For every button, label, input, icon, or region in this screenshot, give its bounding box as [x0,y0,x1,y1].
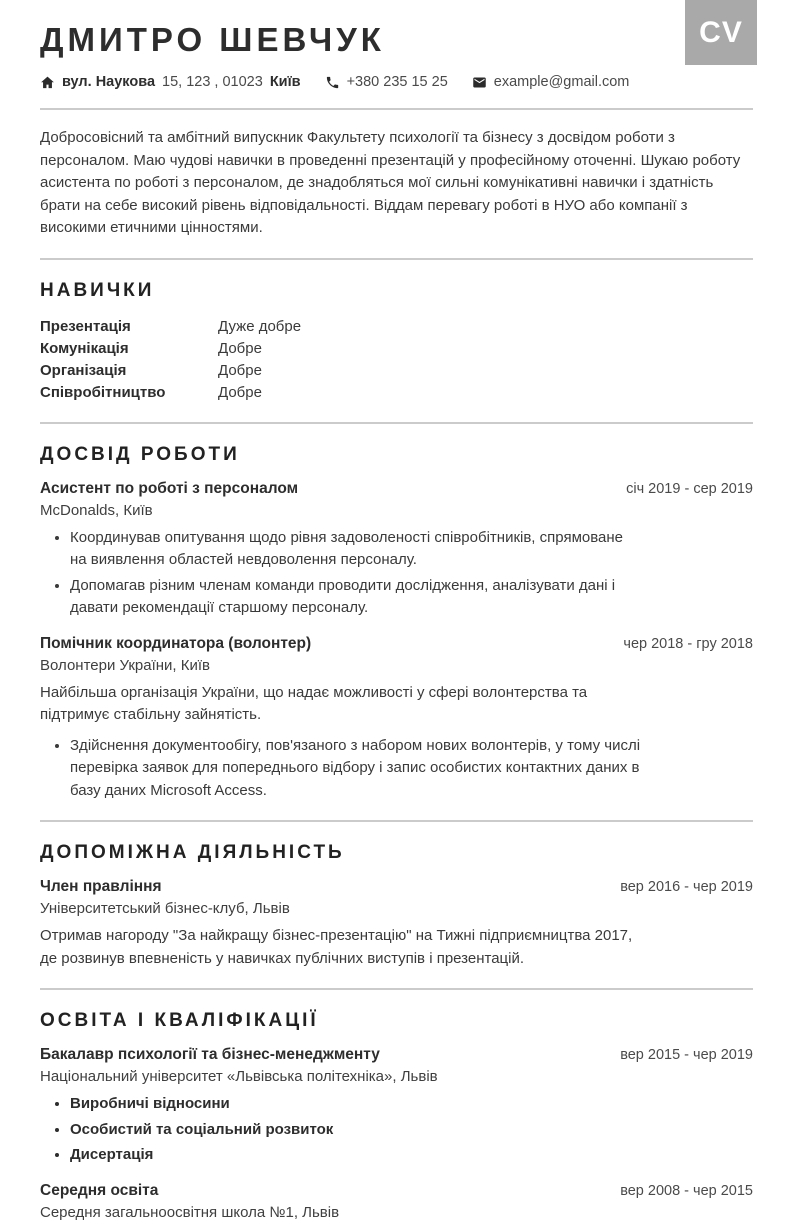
skill-row [40,382,753,404]
activity-role: Член правління [40,878,162,896]
cv-badge [685,0,757,65]
divider [40,820,753,822]
degree-title: Бакалавр психології та бізнес-менеджменту [40,1046,380,1064]
skill-row [40,316,753,338]
job-bullet-list [40,735,753,803]
job-bullet-list [40,527,753,620]
address-street: вул. Наукова [62,74,156,91]
email-address: example@gmail.com [493,74,630,91]
skill-level: Добре [218,339,262,357]
contact-row [40,74,753,90]
job-role: Асистент по роботі з персоналом [40,479,299,497]
job-description: Найбільша організація України, що надає можливості у сфері волонтерства та підтримує стабільну зайнятість. [40,683,588,724]
divider [40,988,753,990]
summary-paragraph: Добросовісний та амбітний випускник Факультету психології та бізнесу з досвідом роботи з персоналом. Маю чудові навички в проведенні презентацій у професійному оточенні. Шукаю роботу асистента по роботі з персоналом, де знадобляться мої сильні комунікативні навички і здатність брати на себе високий рівень відповідальності. Віддам перевагу роботі в НУО або компанії з високими етичними цінностями. [40,129,741,237]
divider [40,108,753,110]
entry-head [40,480,753,498]
job-bullet: • Координував опитування щодо рівня задоволеності співробітників, спрямоване на виявлення областей невдоволення персоналу. [70,527,642,572]
entry-head [40,878,753,896]
entry-head [40,1046,753,1064]
skill-level: Добре [218,361,262,379]
education-entry [40,1182,753,1221]
activity-org: Університетський бізнес-клуб, Львів [40,900,290,918]
job-org: McDonalds, Київ [40,501,153,519]
section-experience [40,444,753,803]
job-bullet: • Допомагав різним членам команди проводити дослідження, аналізувати дані і давати рекомендації старшому персоналу. [70,575,642,620]
degree-dates: вер 2008 - чер 2015 [620,1182,753,1199]
degree-dates: вер 2015 - чер 2019 [620,1047,753,1064]
job-bullet: • Здійснення документообігу, пов'язаного з набором нових волонтерів, у тому числі перевірка заявок для попереднього відбору і запис особистих контактних даних в базу даних Microsoft Access. [70,735,642,803]
skill-level: Добре [218,383,262,401]
entry-head [40,1182,753,1200]
extracurricular-entry [40,878,753,970]
skill-label: Презентація [40,317,131,335]
phone-number: +380 235 15 25 [346,74,448,91]
envelope-icon [472,75,487,90]
contact-address [40,74,301,90]
experience-section-title: ДОСВІД РОБОТИ [40,443,240,465]
job-org: Волонтери України, Київ [40,656,211,674]
address-numbers: 15, 123 , 01023 [162,74,263,91]
education-section-title: ОСВІТА І КВАЛІФІКАЦІЇ [40,1010,319,1032]
extracurricular-section-title: ДОПОМІЖНА ДІЯЛЬНІСТЬ [40,842,345,864]
education-bullet: • Дисертація [70,1144,642,1167]
activity-dates: вер 2016 - чер 2019 [620,879,753,896]
job-role: Помічник координатора (волонтер) [40,634,312,652]
skill-level: Дуже добре [218,317,302,335]
cv-badge-label: CV [699,15,743,49]
activity-description: Отримав нагороду "За найкращу бізнес-презентацію" на Тижні підприємництва 2017, де розвинув впевненість у навичках публічних виступів і презентацій. [40,927,633,967]
education-bullet: • Особистий та соціальний розвиток [70,1119,642,1142]
home-icon [40,75,55,90]
phone-icon [325,75,340,90]
skills-section-title: НАВИЧКИ [40,279,155,301]
skill-label: Співробітництво [40,383,166,401]
entry-head [40,635,753,653]
experience-entry [40,480,753,620]
page-title: ДМИТРО ШЕВЧУК [40,21,385,58]
skill-label: Комунікація [40,339,129,357]
degree-title: Середня освіта [40,1181,159,1199]
section-skills [40,280,753,404]
education-entry [40,1046,753,1167]
divider [40,422,753,424]
school-name: Національний університет «Львівська політехніка», Львів [40,1068,438,1086]
education-bullet: • Виробничі відносини [70,1093,642,1116]
education-bullet-list [40,1093,753,1167]
job-dates: січ 2019 - сер 2019 [626,480,753,497]
skill-row [40,338,753,360]
address-city: Київ [269,74,301,91]
contact-phone [325,74,448,90]
section-education [40,1010,753,1221]
skill-row [40,360,753,382]
skill-label: Організація [40,361,127,379]
job-dates: чер 2018 - гру 2018 [623,635,753,652]
school-name: Середня загальноосвітня школа №1, Львів [40,1203,340,1221]
experience-entry [40,635,753,803]
section-extracurricular [40,842,753,970]
contact-email [472,74,630,90]
divider [40,258,753,260]
